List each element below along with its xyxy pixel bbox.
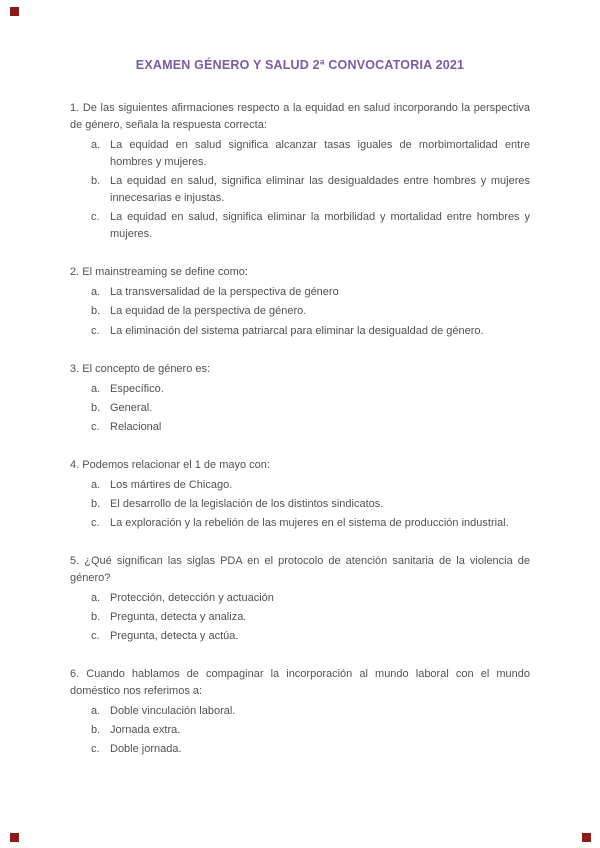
option-label: a.	[91, 139, 101, 152]
option	[91, 400, 530, 417]
question-prompt: Cuando hablamos de compaginar la incorporación al mundo laboral con el mundo doméstico nos referimos a:	[70, 668, 530, 698]
option	[91, 137, 530, 171]
option-text: La equidad de la perspectiva de género.	[110, 305, 307, 318]
option-text: Los mártires de Chicago.	[110, 478, 233, 491]
option	[91, 284, 530, 301]
option-label: b.	[91, 175, 101, 188]
option	[91, 323, 530, 340]
options-list	[91, 284, 530, 339]
corner-mark-bottom-left	[10, 833, 19, 842]
question-prompt: De las siguientes afirmaciones respecto a la equidad en salud incorporando la perspectiva de género, señala la respuesta correcta:	[70, 102, 530, 132]
option	[91, 381, 530, 398]
option-text: La transversalidad de la perspectiva de género	[110, 286, 339, 299]
option	[91, 609, 530, 626]
question-4	[70, 457, 530, 532]
option-text: El desarrollo de la legislación de los distintos sindicatos.	[110, 497, 384, 510]
question-text	[70, 553, 530, 587]
option-text: Específico.	[110, 382, 164, 395]
option	[91, 477, 530, 494]
option-text: Jornada extra.	[110, 724, 181, 737]
options-list	[91, 477, 530, 532]
option-text: Doble jornada.	[110, 743, 182, 756]
option-text: Pregunta, detecta y analiza.	[110, 611, 247, 624]
corner-mark-bottom-right	[582, 833, 591, 842]
option-label: a.	[91, 286, 101, 299]
option-label: c.	[91, 630, 100, 643]
option	[91, 496, 530, 513]
question-text	[70, 666, 530, 700]
corner-mark-top-left	[10, 7, 19, 16]
option	[91, 741, 530, 758]
option	[91, 419, 530, 436]
option-label: b.	[91, 611, 101, 624]
option	[91, 722, 530, 739]
question-number: 5.	[70, 554, 80, 567]
option-text: La equidad en salud, significa eliminar las desigualdades entre hombres y mujeres innecesarias e injustas.	[110, 175, 530, 205]
question-number: 2.	[70, 266, 80, 279]
option-label: c.	[91, 743, 100, 756]
option-label: c.	[91, 420, 100, 433]
option	[91, 209, 530, 243]
question-number: 4.	[70, 458, 80, 471]
page-title: EXAMEN GÉNERO Y SALUD 2ª CONVOCATORIA 2021	[135, 58, 465, 72]
options-list	[91, 381, 530, 436]
option	[91, 303, 530, 320]
question-number: 1.	[70, 102, 80, 114]
options-list	[91, 137, 530, 243]
option-label: b.	[91, 497, 101, 510]
option-label: b.	[91, 401, 101, 414]
option-text: La equidad en salud, significa eliminar la morbilidad y mortalidad entre hombres y mujeres.	[110, 211, 530, 241]
option-label: a.	[91, 592, 101, 605]
question-3	[70, 361, 530, 436]
question-prompt: El concepto de género es:	[82, 362, 211, 375]
question-text	[70, 100, 530, 134]
option-label: c.	[91, 211, 100, 224]
option-text: La eliminación del sistema patriarcal para eliminar la desigualdad de género.	[110, 324, 484, 337]
option	[91, 173, 530, 207]
option-text: La exploración y la rebelión de las mujeres en el sistema de producción industrial.	[110, 516, 509, 529]
question-1	[70, 100, 530, 243]
question-number: 3.	[70, 362, 80, 375]
question-text	[70, 264, 530, 281]
option	[91, 628, 530, 645]
option-label: a.	[91, 705, 101, 718]
option-label: a.	[91, 478, 101, 491]
option	[91, 703, 530, 720]
question-5	[70, 553, 530, 645]
question-6	[70, 666, 530, 758]
option-text: La equidad en salud significa alcanzar tasas iguales de morbimortalidad entre hombres y mujeres.	[110, 139, 530, 169]
question-prompt: ¿Qué significan las siglas PDA en el protocolo de atención sanitaria de la violencia de género?	[70, 554, 531, 584]
options-list	[91, 703, 530, 758]
question-text	[70, 361, 530, 378]
question-number: 6.	[70, 668, 80, 681]
option	[91, 515, 530, 532]
option-label: c.	[91, 516, 100, 529]
question-2	[70, 264, 530, 339]
question-prompt: Podemos relacionar el 1 de mayo con:	[82, 458, 270, 471]
option-label: c.	[91, 324, 100, 337]
question-prompt: El mainstreaming se define como:	[82, 266, 248, 279]
options-list	[91, 590, 530, 645]
option	[91, 590, 530, 607]
option-text: Doble vinculación laboral.	[110, 705, 236, 718]
option-text: Pregunta, detecta y actúa.	[110, 630, 239, 643]
option-label: b.	[91, 724, 101, 737]
option-label: b.	[91, 305, 101, 318]
option-text: Relacional	[110, 420, 162, 433]
question-text	[70, 457, 530, 474]
option-text: Protección, detección y actuación	[110, 592, 274, 605]
option-text: General.	[110, 401, 153, 414]
option-label: a.	[91, 382, 101, 395]
